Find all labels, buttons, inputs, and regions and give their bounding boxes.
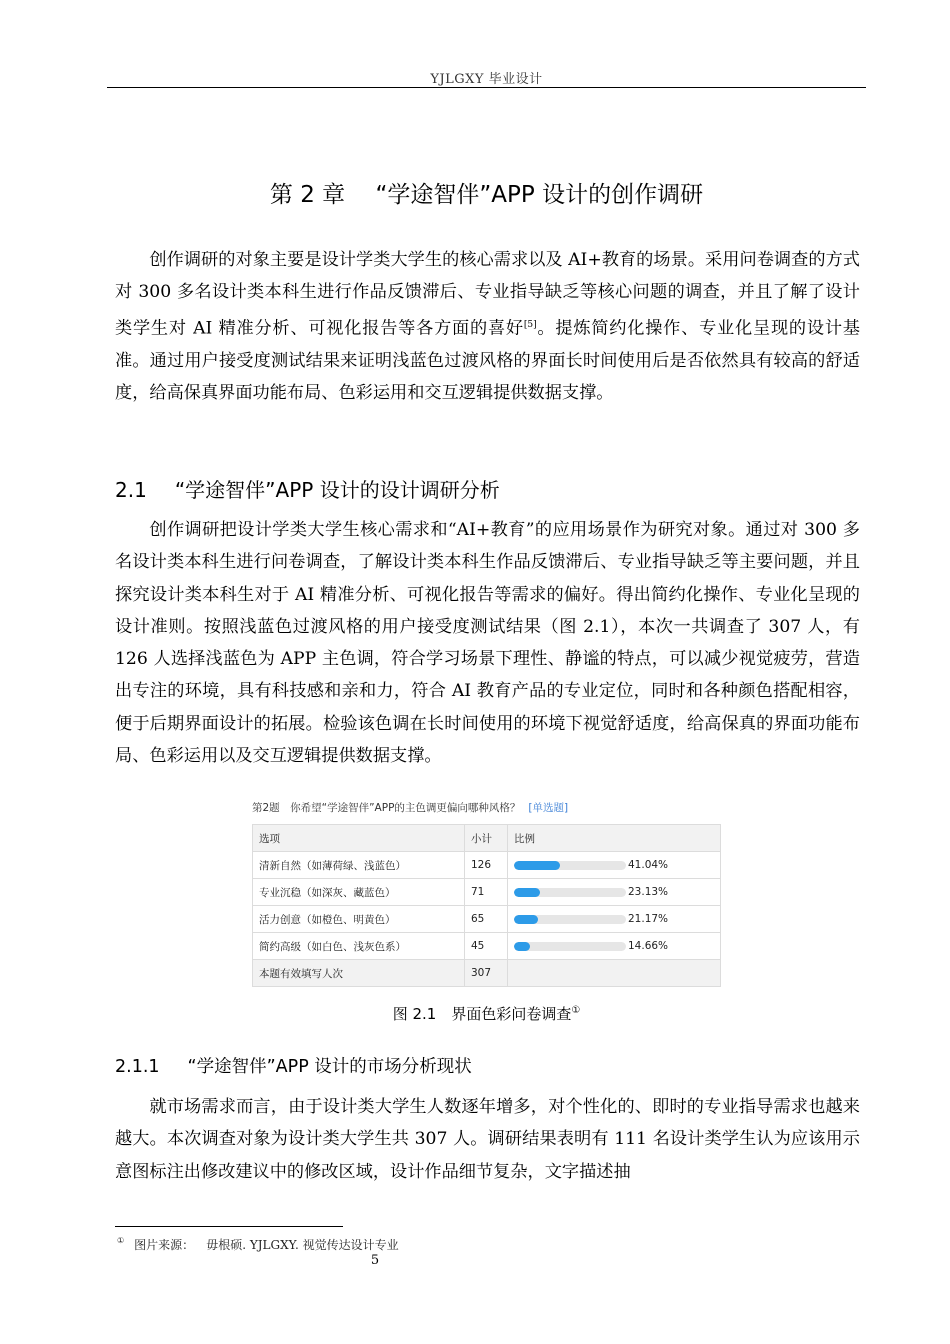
ratio-percent: 14.66% — [628, 940, 669, 952]
footnote-mark: ① — [117, 1236, 125, 1245]
question-type-badge: [单选题] — [528, 802, 569, 814]
row-count: 126 — [465, 852, 508, 879]
page-number: 5 — [370, 1253, 380, 1268]
intro-text-b: 。提炼简约化操作、专业化呈现的设计基准。通过用户接受度测试结果来证明浅蓝色过渡风格的界面长时间使用后是否依然具有较高的舒适度，给高保真界面功能布局、色彩运用和交互逻辑提供数据支撑。 — [115, 318, 860, 403]
ratio-percent: 23.13% — [628, 886, 669, 898]
ratio-bar-track — [514, 942, 626, 951]
ratio-bar-fill — [514, 861, 560, 870]
table-row — [253, 906, 721, 933]
footnote — [117, 1236, 399, 1253]
ratio-percent: 41.04% — [628, 859, 669, 871]
section-title: “学途智伴”APP 设计的设计调研分析 — [174, 478, 500, 502]
total-label: 本题有效填写人次 — [253, 960, 465, 987]
row-option: 专业沉稳（如深灰、藏蓝色） — [253, 879, 465, 906]
row-ratio — [508, 906, 721, 933]
citation-ref: [5] — [523, 319, 537, 330]
page-header: YJLGXY 毕业设计 — [430, 72, 543, 87]
total-empty — [508, 960, 721, 987]
survey-question-text: 第2题 你希望“学途智伴”APP的主色调更偏向哪种风格？ — [252, 802, 521, 814]
survey-table — [252, 824, 721, 987]
survey-figure — [252, 798, 721, 987]
ratio-bar-fill — [514, 915, 538, 924]
row-option: 简约高级（如白色、浅灰色系） — [253, 933, 465, 960]
survey-question — [252, 798, 721, 824]
footnote-text: 毋根硕. YJLGXY. 视觉传达设计专业 — [206, 1238, 399, 1252]
figure-caption — [107, 1003, 866, 1024]
subsection-title: “学途智伴”APP 设计的市场分析现状 — [187, 1057, 472, 1077]
header-rule — [107, 87, 866, 88]
intro-text-a: 创作调研的对象主要是设计学类大学生的核心需求以及 AI+教育的场景。采用问卷调查的方式对 300 多名设计类本科生进行作品反馈滞后、专业指导缺乏等核心问题的调查，并且了解了设计类学生对 AI 精准分析、可视化报告等各方面的喜好 — [115, 250, 860, 339]
table-row — [253, 852, 721, 879]
ratio-bar-track — [514, 888, 626, 897]
total-count: 307 — [465, 960, 508, 987]
table-row — [253, 879, 721, 906]
row-option: 清新自然（如薄荷绿、浅蓝色） — [253, 852, 465, 879]
survey-table-body — [253, 852, 721, 960]
row-ratio — [508, 852, 721, 879]
row-option: 活力创意（如橙色、明黄色） — [253, 906, 465, 933]
section-2-1-heading — [115, 474, 500, 503]
table-total-row — [253, 960, 721, 987]
figure-caption-text: 图 2.1 界面色彩问卷调查 — [392, 1005, 572, 1023]
header-count: 小计 — [465, 825, 508, 852]
row-count: 65 — [465, 906, 508, 933]
ratio-bar-track — [514, 915, 626, 924]
row-ratio — [508, 879, 721, 906]
ratio-bar-fill — [514, 942, 530, 951]
ratio-percent: 21.17% — [628, 913, 669, 925]
section-2-1-1-paragraph: 就市场需求而言，由于设计类大学生人数逐年增多，对个性化的、即时的专业指导需求也越来越大。本次调查对象为设计类大学生共 307 人。调研结果表明有 111 名设计类学生认为应该用示意图标注出修改建议中的修改区域，设计作品细节复杂，文字描述抽 — [115, 1097, 860, 1182]
row-count: 45 — [465, 933, 508, 960]
section-2-1-paragraph: 创作调研把设计学类大学生核心需求和“AI+教育”的应用场景作为研究对象。通过对 300 多名设计类本科生进行问卷调查，了解设计类本科生作品反馈滞后、专业指导缺乏等主要问题，并且探究设计类本科生对于 AI 精准分析、可视化报告等需求的偏好。得出简约化操作、专业化呈现的设计准则。按照浅蓝色过渡风格的用户接受度测试结果（图 2.1），本次一共调查了 307 人，有 126 人选择浅蓝色为 APP 主色调，符合学习场景下理性、静谧的特点，可以减少视觉疲劳，营造出专注的环境，具有科技感和亲和力，符合 AI 教育产品的专业定位，同时和各种颜色搭配相容，便于后期界面设计的拓展。检验该色调在长时间使用的环境下视觉舒适度，给高保真的界面功能布局、色彩运用以及交互逻辑提供数据支撑。 — [115, 520, 860, 767]
table-row — [253, 933, 721, 960]
footnote-label: 图片来源： — [134, 1238, 195, 1252]
footnote-rule — [115, 1226, 343, 1227]
chapter-title: 第 2 章 “学途智伴”APP 设计的创作调研 — [269, 182, 704, 208]
row-count: 71 — [465, 879, 508, 906]
ratio-bar-track — [514, 861, 626, 870]
row-ratio — [508, 933, 721, 960]
section-2-1-1-heading — [115, 1053, 472, 1078]
ratio-bar-fill — [514, 888, 540, 897]
subsection-number: 2.1.1 — [115, 1057, 160, 1077]
table-header-row — [253, 825, 721, 852]
intro-paragraph — [115, 244, 860, 409]
figure-note-mark: ① — [571, 1005, 581, 1016]
header-option: 选项 — [253, 825, 465, 852]
header-ratio: 比例 — [508, 825, 721, 852]
section-number: 2.1 — [115, 478, 147, 502]
